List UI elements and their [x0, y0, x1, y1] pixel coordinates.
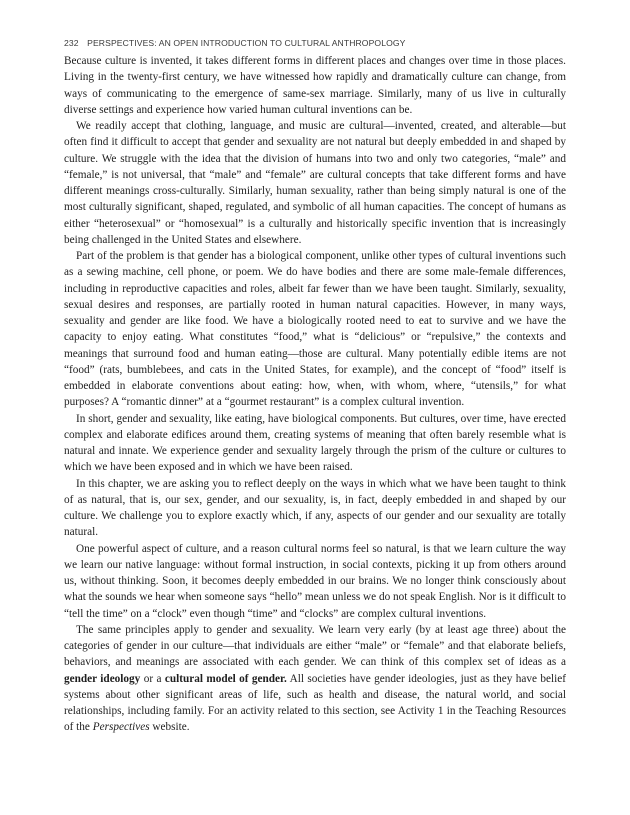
paragraph-2: We readily accept that clothing, language, and music are cultural—invented, created, and alterable—but often find it difficult to accept that gender and sexuality are not natural but deeply embedded in and shaped by culture. We struggle with the idea that the division of humans into two and only two categories, “male” and “female,” is not universal, that “male” and “female” are cultural concepts that take different forms and have different meanings cross-culturally. Similarly, human sexuality, rather than being simply natural is one of the most culturally significant, shaped, regulated, and symbolic of all human capacities. The concept of humans as either “heterosexual” or “homosexual” is a culturally and historically specific invention that is increasingly being challenged in the United States and elsewhere. [64, 120, 566, 246]
paragraph-7-text-d: website. [149, 721, 190, 734]
paragraph-5: In this chapter, we are asking you to reflect deeply on the ways in which what we have been taught to think of as natural, that is, our sex, gender, and our sexuality, is, in fact, deeply embedded in and shaped by our culture. We challenge you to explore exactly which, if any, aspects of our gender and our sexuality are totally natural. [64, 477, 566, 539]
perspectives-title: Perspectives [92, 721, 150, 734]
page-number: 232 [64, 38, 79, 48]
paragraph-7-text-a: The same principles apply to gender and sexuality. We learn very early (by at least age three) about the categories of gender in our culture—that individuals are either “male” or “female” and that elaborate beliefs, behaviors, and meanings are associated with each gender. We can think of this complex set of ideas as a [64, 623, 566, 669]
paragraph-3: Part of the problem is that gender has a biological component, unlike other types of cultural inventions such as a sewing machine, cell phone, or poem. We do have bodies and there are some male-female differences, including in reproductive capacities and roles, albeit far fewer than we have been taught. Similarly, sexuality, sexual desires and responses, are partially rooted in human natural capacities. However, in many ways, sexuality and gender are like food. We have a biologically rooted need to eat to survive and we have the capacity to enjoy eating. What constitutes “food,” what is “delicious” or “repulsive,” the contexts and meanings that surround food and human eating—those are cultural. Many potentially edible items are not “food” (rats, bumblebees, and cats in the United States, for example), and the concept of “food” itself is embedded in elaborate conventions about eating: how, when, with whom, where, “utensils,” for what purposes? A “romantic dinner” at a “gourmet restaurant” is a complex cultural invention. [64, 250, 566, 409]
paragraph-7 [64, 622, 566, 736]
key-term-gender-ideology: gender ideology [64, 672, 141, 685]
document-page [64, 38, 566, 736]
body-text [64, 53, 566, 736]
paragraph-7-text-b: or a [140, 672, 165, 685]
running-title: PERSPECTIVES: AN OPEN INTRODUCTION TO CULTURAL ANTHROPOLOGY [87, 38, 406, 48]
paragraph-4: In short, gender and sexuality, like eating, have biological components. But cultures, over time, have erected complex and elaborate edifices around them, creating systems of meaning that often barely resemble what is natural and innate. We experience gender and sexuality largely through the prism of the culture or cultures to which we have been exposed and in which we have been raised. [64, 412, 566, 474]
running-header [64, 38, 566, 48]
paragraph-7-text-c: All societies have gender ideologies, just as they have belief systems about other significant areas of life, such as health and disease, the natural world, and social relationships, including family. For an activity related to this section, see Activity 1 in the Teaching Resources of the [64, 672, 567, 734]
key-term-cultural-model-of-gender: cultural model of gender. [164, 672, 287, 685]
paragraph-1: Because culture is invented, it takes different forms in different places and changes over time in those places. Living in the twenty-first century, we have witnessed how rapidly and dramatically culture can change, from ways of communicating to the emergence of same-sex marriage. Similarly, many of us live in culturally diverse settings and experience how varied human cultural inventions can be. [64, 55, 566, 116]
paragraph-6: One powerful aspect of culture, and a reason cultural norms feel so natural, is that we learn culture the way we learn our native language: without formal instruction, in social contexts, picking it up from others around us, without thinking. Soon, it becomes deeply embedded in our brains. We no longer think consciously about what the sounds we hear when someone says “hello” mean unless we do not speak English. Nor is it difficult to “tell the time” on a “clock” even though “time” and “clocks” are complex cultural inventions. [64, 542, 566, 620]
